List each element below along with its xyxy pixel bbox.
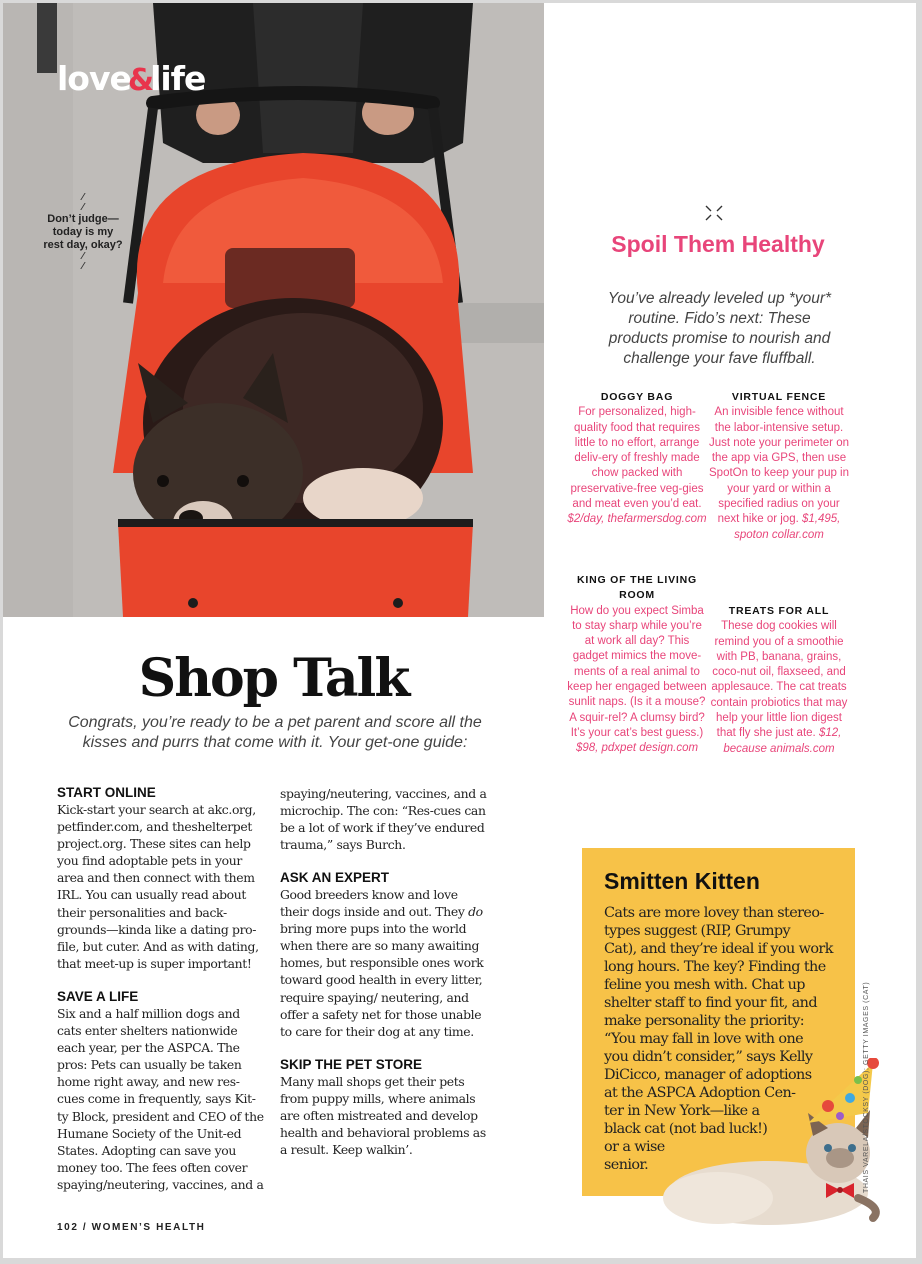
love-and-life-logo — [57, 59, 205, 98]
product-text: An invisible fence without the labor-intensive setup. Just note your perimeter on the app via GPS, then use SpotOn to keep your pup in your yard or within a specified radius on your next hike or jog. $1,495, spoton collar.com — [709, 406, 850, 541]
section-heading: START ONLINE — [57, 785, 156, 800]
spoil-intro: You’ve already leveled up *your* routine. Fido’s next: These products promise to nourish and challenge your fave fluffball. — [607, 290, 832, 367]
section-heading: SKIP THE PET STORE — [280, 1056, 423, 1072]
photo-caption — [43, 193, 123, 272]
section-text: Six and a half million dogs and cats enter shelters nationwide each year, per the ASPCA. The pros: Pets can usually be taken home right away, and new res-cues come in frequently, says Kit-ty Block, president and CEO of the Humane Society of the Unit-ed States. Adopting can save you money too. The fees often cover spaying/neutering, vaccines, and a — [57, 1005, 264, 1192]
section-text: Kick-start your search at akc.org, petfinder.com, and theshelterpet project.org. These sites can help you find adoptable pets in your area and then connect with them IRL. You can usually read about their personalities and back-grounds—kinda like a dating pro-file, but cuter. And as with dating, that meet-up is super important! — [57, 802, 259, 971]
product-king-of-living-room — [567, 573, 707, 757]
shop-talk-intro: Congrats, you’re ready to be a pet parent and score all the kisses and purrs that come with it. Your get-one guide: — [68, 714, 482, 751]
section-text-tail: spaying/neutering, vaccines, and a microchip. The con: “Res-cues can be a lot of work if they’ve endured trauma,” says Burch. — [280, 786, 487, 853]
product-heading: VIRTUAL FENCE — [731, 391, 827, 403]
section-text: Good breeders know and love their dogs inside and out. They do bring more pups into the world when there are so many awaiting homes, but responsible ones work toward good health in every litter, require spaying/ neutering, and offer a safety net for those unable to care for their dog at any time. — [280, 887, 484, 1039]
product-heading: KING OF THE LIVING ROOM — [577, 574, 697, 602]
kitten-text: Cats are more lovey than stereo- types suggest (RIP, Grumpy Cat), and they’re ideal if you work long hours. The key? Finding the feline you mesh with. Chat up shelter staff to find your fit, and make personality the priority: “You may fall in love with one you didn’t consider,” says Kelly DiCicco, manager of adoptions at the ASPCA Adoption Cen- ter in New York—like a black cat (not bad luck!) or a wise senior. — [604, 905, 833, 1173]
magazine-page — [3, 3, 916, 1258]
dog-stroller-photo — [3, 3, 544, 617]
product-doggy-bag — [567, 390, 707, 528]
logo-life: life — [150, 59, 206, 98]
spoil-title: Spoil Them Healthy — [611, 231, 825, 257]
caption-text: Don’t judge—today is my rest day, okay? — [43, 213, 123, 251]
product-price: $98, pdxpet design.com — [575, 742, 699, 755]
logo-love: love — [57, 59, 131, 98]
section-text-continued — [280, 785, 488, 853]
product-text: These dog cookies will remind you of a smoothie with PB, banana, grains, coco-nut oil, flaxseed, and applesauce. The cat treats contain probiotics that may help your little lion digest that fly she just ate. $12, because animals.com — [710, 620, 848, 755]
shop-talk-title: Shop Talk — [138, 648, 409, 709]
article-column-2 — [280, 785, 488, 1175]
product-heading: TREATS FOR ALL — [728, 605, 830, 617]
product-text: For personalized, high-quality food that requires little to no effort, arrange deliv-ery of freshly made chow packed with preservative-free veg-gies and meat even you’d eat. $2/day, thefarmersdog.com — [567, 406, 707, 526]
photo-credit: THAIS VARELA/STOCKSY (DOG); GETTY IMAGES (CAT) — [863, 981, 870, 1193]
section-heading: ASK AN EXPERT — [280, 870, 390, 885]
product-price: $1,495, spoton collar.com — [734, 513, 841, 541]
slash-mark-icon: ⁄ ⁄ — [82, 192, 84, 213]
section-text: Many mall shops get their pets from puppy mills, where animals are often mistreated and develop health and behavioral problems as a result. Keep walkin’. — [280, 1073, 486, 1158]
cat-with-party-hat-image — [658, 1058, 890, 1228]
logo-ampersand: & — [127, 63, 154, 98]
product-heading: DOGGY BAG — [600, 391, 674, 403]
sparkle-icon — [703, 203, 725, 223]
section-heading: SAVE A LIFE — [57, 988, 139, 1004]
kitten-title: Smitten Kitten — [604, 868, 760, 894]
product-treats-for-all — [709, 604, 849, 757]
product-text: How do you expect Simba to stay sharp while you’re at work all day? This gadget mimics the move-ments of a real animal to keep her engaged between sunlit naps. (Is it a mouse? A squir-rel? A clumsy bird? It’s your cat’s best guess.) $98, pdxpet design.com — [567, 604, 707, 755]
product-price: $12, because animals.com — [723, 727, 842, 755]
page-footer: 102 / WOMEN’S HEALTH — [57, 1222, 206, 1233]
product-virtual-fence — [709, 390, 849, 543]
product-price: $2/day, thefarmersdog.com — [567, 513, 707, 526]
slash-mark-icon: ⁄ ⁄ — [82, 251, 84, 272]
article-column-1 — [57, 785, 265, 1192]
